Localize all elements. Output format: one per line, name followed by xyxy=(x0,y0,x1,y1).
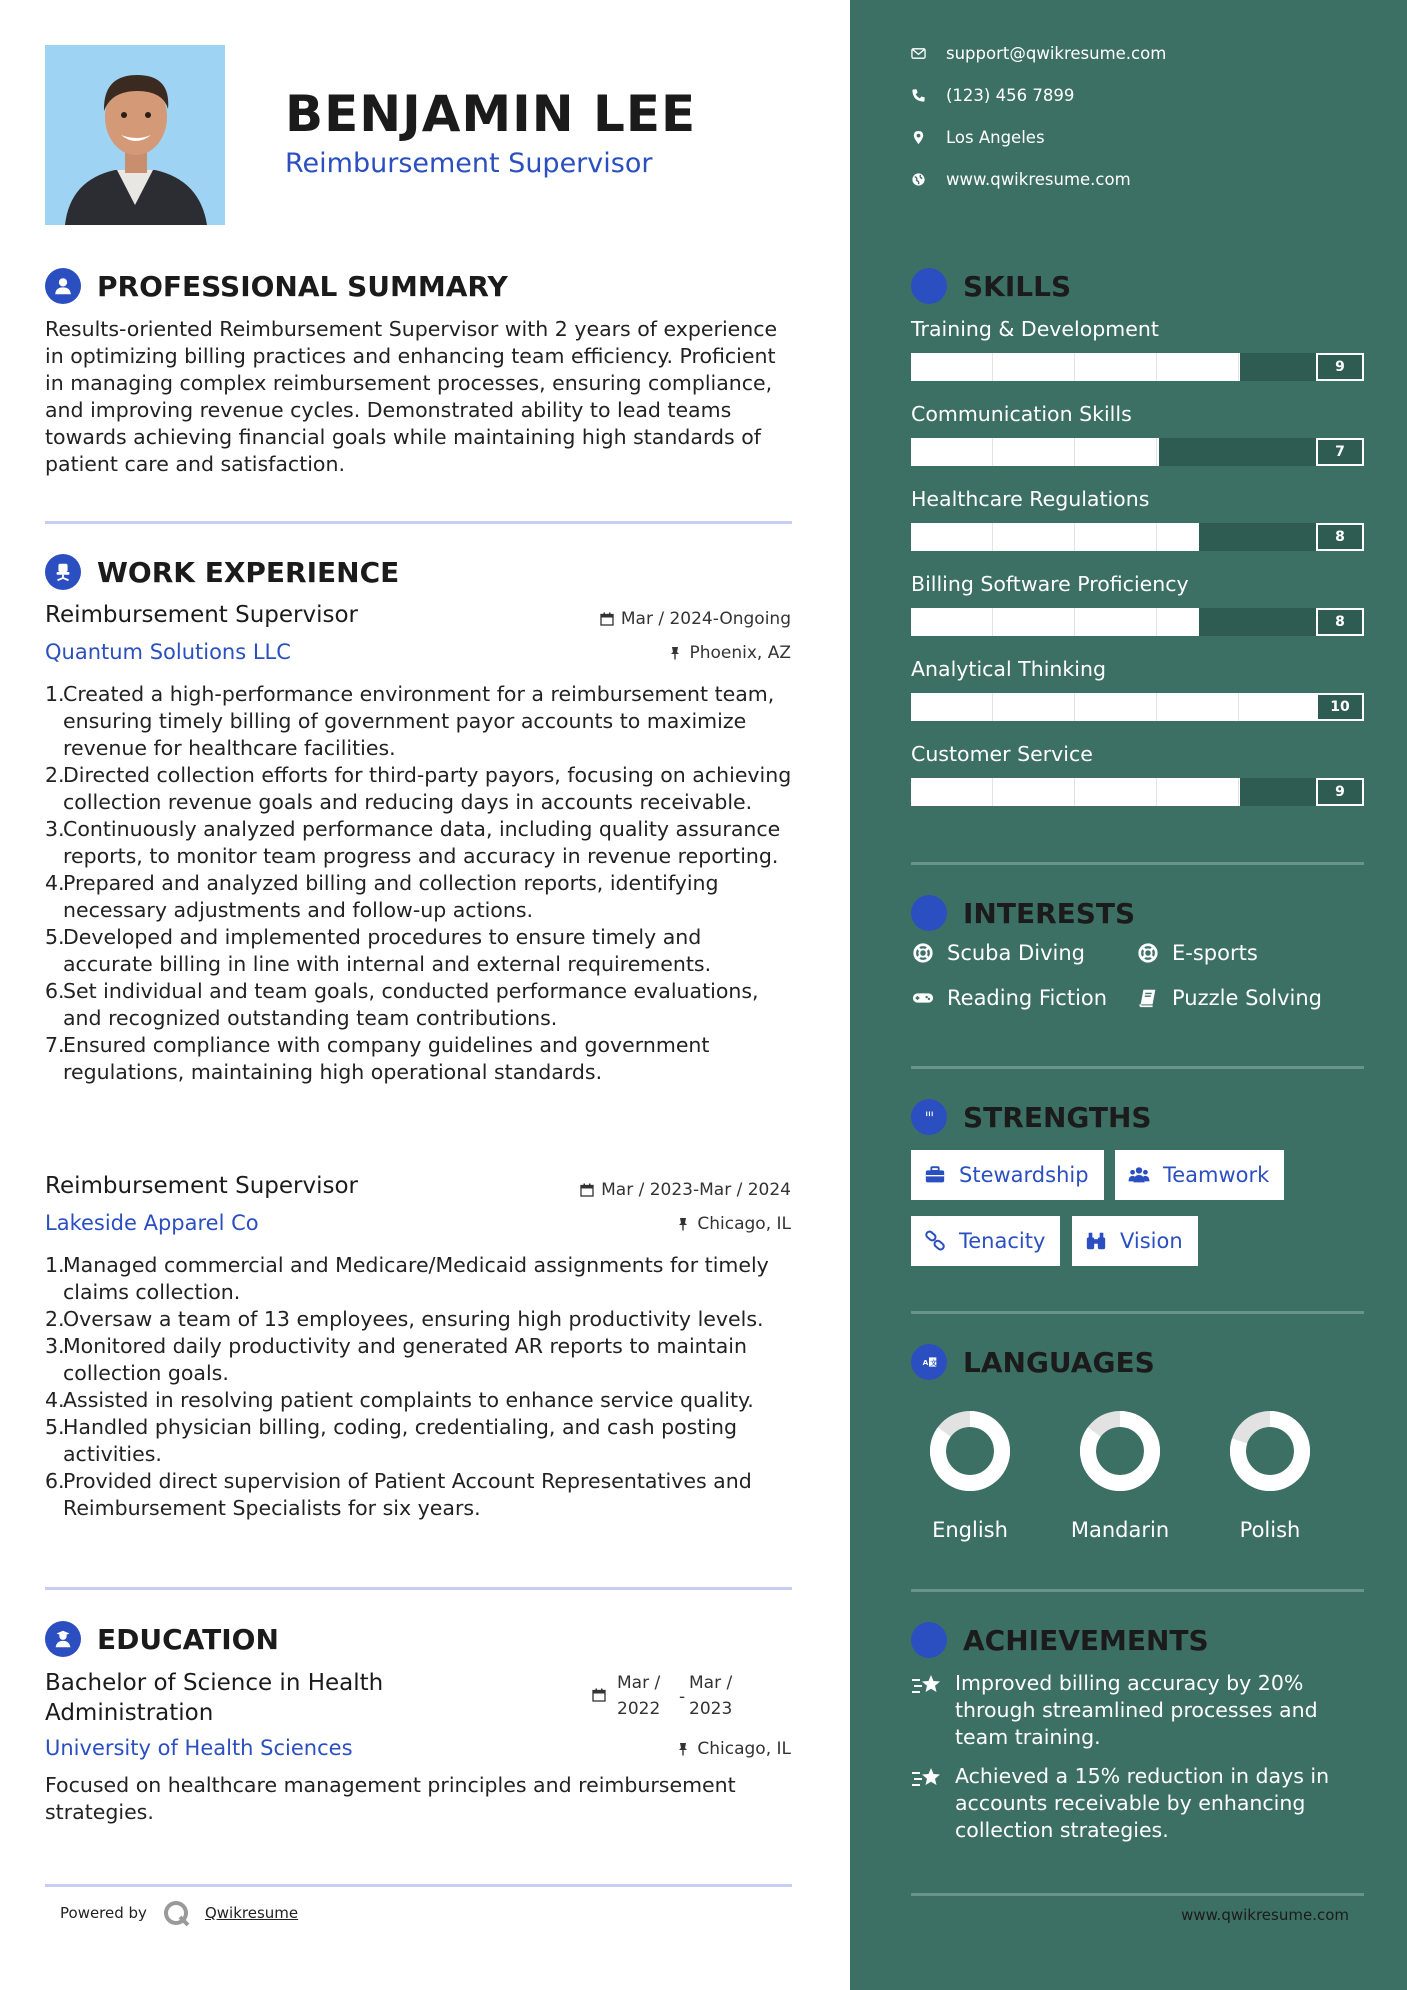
skill-name: Analytical Thinking xyxy=(911,657,1106,681)
strength-tag: Stewardship xyxy=(911,1150,1104,1200)
users-icon xyxy=(1127,1164,1151,1186)
interests-heading: INTERESTS xyxy=(911,895,1135,931)
interest-item: Puzzle Solving xyxy=(1136,986,1322,1010)
list-item: 4. Assisted in resolving patient complaints to enhance service quality. xyxy=(45,1388,754,1412)
list-item: 6. Set individual and team goals, conducted performance evaluations, and recognized outstanding team contributions. xyxy=(45,979,759,1030)
job-title: Reimbursement Supervisor xyxy=(45,1173,359,1199)
job-location: Chicago, IL xyxy=(676,1214,791,1234)
job-bullets xyxy=(45,681,795,1086)
skill-fill xyxy=(911,778,1240,806)
fist-icon xyxy=(911,1099,947,1135)
summary-heading: PROFESSIONAL SUMMARY xyxy=(45,268,508,304)
achievements-heading: ACHIEVEMENTS xyxy=(911,1622,1209,1658)
life-ring-icon xyxy=(1136,942,1160,964)
skill-bar xyxy=(911,778,1364,806)
skill-name: Healthcare Regulations xyxy=(911,487,1150,511)
shooting-star-icon xyxy=(911,1765,943,1793)
gamepad-icon xyxy=(911,987,935,1009)
list-item: 3. Monitored daily productivity and generated AR reports to maintain collection goals. xyxy=(45,1334,747,1385)
strengths-heading: STRENGTHS xyxy=(911,1099,1152,1135)
life-ring-icon xyxy=(911,942,935,964)
education-dates: Mar / 2022 - Mar / 2023 xyxy=(592,1670,732,1722)
company-name: Lakeside Apparel Co xyxy=(45,1211,259,1235)
skill-fill xyxy=(911,438,1159,466)
list-item: 1. Created a high-performance environment for a reimbursement team, ensuring timely billing of government payor accounts to maximize revenue for healthcare facilities. xyxy=(45,682,775,760)
interest-item: E-sports xyxy=(1136,941,1258,965)
qwikresume-link[interactable]: Qwikresume xyxy=(204,1904,299,1922)
shooting-star-icon xyxy=(911,1672,943,1700)
language-name: Mandarin xyxy=(1070,1518,1170,1542)
summary-text: Results-oriented Reimbursement Supervisor with 2 years of experience in optimizing billing practices and enhancing team efficiency. Proficient in managing complex reimbursement processes, ensuring compliance, and improving revenue cycles. Demonstrated ability to lead teams towards achieving financial goals while maintaining high standards of patient care and satisfaction. xyxy=(45,317,778,476)
star-badge-icon xyxy=(911,1622,947,1658)
user-icon xyxy=(45,268,81,304)
calendar-icon xyxy=(580,1183,594,1197)
skill-level: 10 xyxy=(1316,693,1364,721)
company-name: Quantum Solutions LLC xyxy=(45,640,291,664)
interest-item: Reading Fiction xyxy=(911,986,1107,1010)
skill-level: 7 xyxy=(1316,438,1364,466)
skill-fill xyxy=(911,353,1240,381)
language-name: Polish xyxy=(1239,1518,1301,1542)
link-icon xyxy=(923,1230,947,1252)
language-gauge xyxy=(1225,1406,1315,1496)
list-item: 4. Prepared and analyzed billing and collection reports, identifying necessary adjustments and follow-up actions. xyxy=(45,871,719,922)
candidate-name: BENJAMIN LEE xyxy=(285,85,697,143)
skill-name: Customer Service xyxy=(911,742,1093,766)
skill-level: 9 xyxy=(1316,778,1364,806)
language-name: English xyxy=(932,1518,1008,1542)
skill-level: 8 xyxy=(1316,608,1364,636)
skill-bar xyxy=(911,438,1364,466)
languages-heading: A 文 LANGUAGES xyxy=(911,1344,1155,1380)
profile-photo xyxy=(45,45,225,225)
skill-bar xyxy=(911,523,1364,551)
envelope-icon xyxy=(911,46,926,61)
binoculars-icon xyxy=(1084,1230,1108,1252)
divider xyxy=(911,1311,1364,1314)
skill-name: Training & Development xyxy=(911,317,1159,341)
skills-heading: SKILLS xyxy=(911,268,1071,304)
list-item: 2. Oversaw a team of 13 employees, ensuring high productivity levels. xyxy=(45,1307,764,1331)
avatar-portrait xyxy=(45,45,225,225)
svg-text:文: 文 xyxy=(930,1358,937,1367)
skill-bar xyxy=(911,353,1364,381)
book-icon xyxy=(1136,987,1160,1009)
contact-website[interactable]: www.qwikresume.com xyxy=(911,170,1131,189)
divider xyxy=(911,862,1364,865)
skill-fill xyxy=(911,523,1199,551)
language-gauge xyxy=(1075,1406,1165,1496)
language-item xyxy=(1060,1406,1180,1542)
degree-name: Bachelor of Science in Health Administration xyxy=(45,1670,384,1726)
skill-name: Communication Skills xyxy=(911,402,1132,426)
skill-bar xyxy=(911,608,1364,636)
calendar-icon xyxy=(592,1688,606,1702)
svg-text:A: A xyxy=(922,1358,929,1368)
pin-icon xyxy=(676,1217,690,1231)
list-item: 7. Ensured compliance with company guidelines and government regulations, maintaining high operational standards. xyxy=(45,1033,710,1084)
paper-plane-icon xyxy=(911,895,947,931)
school-name: University of Health Sciences xyxy=(45,1736,353,1760)
education-heading: EDUCATION xyxy=(45,1621,279,1657)
achievement-item: Achieved a 15% reduction in days in accounts receivable by enhancing collection strategies. xyxy=(911,1763,1351,1844)
divider xyxy=(911,1589,1364,1592)
education-location: Chicago, IL xyxy=(676,1739,791,1759)
list-item: 3. Continuously analyzed performance data, including quality assurance reports, to monitor team progress and accuracy in revenue reporting. xyxy=(45,817,781,868)
strength-tag: Vision xyxy=(1072,1216,1198,1266)
skill-fill xyxy=(911,608,1199,636)
skill-fill xyxy=(911,693,1316,721)
map-marker-icon xyxy=(911,130,926,145)
divider xyxy=(45,1587,792,1590)
interest-item: Scuba Diving xyxy=(911,941,1085,965)
strength-tag: Tenacity xyxy=(911,1216,1060,1266)
graduation-cap-icon xyxy=(45,1621,81,1657)
job-bullets xyxy=(45,1252,795,1522)
list-item: 5. Developed and implemented procedures to ensure timely and accurate billing in line with internal and external requirements. xyxy=(45,925,712,976)
list-item: 5. Handled physician billing, coding, credentialing, and cash posting activities. xyxy=(45,1415,738,1466)
job-title: Reimbursement Supervisor xyxy=(45,602,359,628)
contact-email[interactable]: support@qwikresume.com xyxy=(911,44,1166,63)
lightbulb-icon xyxy=(911,268,947,304)
briefcase-icon xyxy=(923,1164,947,1186)
skill-name: Billing Software Proficiency xyxy=(911,572,1189,596)
skill-level: 8 xyxy=(1316,523,1364,551)
qwikresume-logo-icon xyxy=(161,1898,191,1928)
job-location: Phoenix, AZ xyxy=(668,643,791,663)
globe-icon xyxy=(911,172,926,187)
divider xyxy=(911,1066,1364,1069)
language-item xyxy=(1210,1406,1330,1542)
phone-icon xyxy=(911,88,926,103)
skill-bar xyxy=(911,693,1364,721)
achievement-item: Improved billing accuracy by 20% through streamlined processes and team training. xyxy=(911,1670,1351,1751)
pin-icon xyxy=(676,1742,690,1756)
list-item: 6. Provided direct supervision of Patient Account Representatives and Reimbursement Specialists for six years. xyxy=(45,1469,752,1520)
list-item: 1. Managed commercial and Medicare/Medicaid assignments for timely claims collection. xyxy=(45,1253,769,1304)
translate-icon xyxy=(911,1344,947,1380)
job-date: Mar / 2023-Mar / 2024 xyxy=(580,1180,791,1200)
divider xyxy=(45,521,792,524)
divider xyxy=(911,1893,1364,1896)
job-date: Mar / 2024-Ongoing xyxy=(600,609,791,629)
candidate-title: Reimbursement Supervisor xyxy=(285,148,653,179)
contact-phone[interactable]: (123) 456 7899 xyxy=(911,86,1074,105)
pin-icon xyxy=(668,646,682,660)
language-gauge xyxy=(925,1406,1015,1496)
divider xyxy=(45,1884,792,1887)
language-item xyxy=(910,1406,1030,1542)
powered-by: Powered by Qwikresume xyxy=(60,1898,298,1928)
calendar-icon xyxy=(600,612,614,626)
strength-tag: Teamwork xyxy=(1115,1150,1284,1200)
experience-heading: WORK EXPERIENCE xyxy=(45,554,399,590)
office-chair-icon xyxy=(45,554,81,590)
contact-location: Los Angeles xyxy=(911,128,1045,147)
footer-website[interactable]: www.qwikresume.com xyxy=(1181,1906,1349,1924)
education-description: Focused on healthcare management principles and reimbursement strategies. xyxy=(45,1773,736,1824)
skill-level: 9 xyxy=(1316,353,1364,381)
list-item: 2. Directed collection efforts for third-party payors, focusing on achieving collection revenue goals and reducing days in accounts receivable. xyxy=(45,763,792,814)
